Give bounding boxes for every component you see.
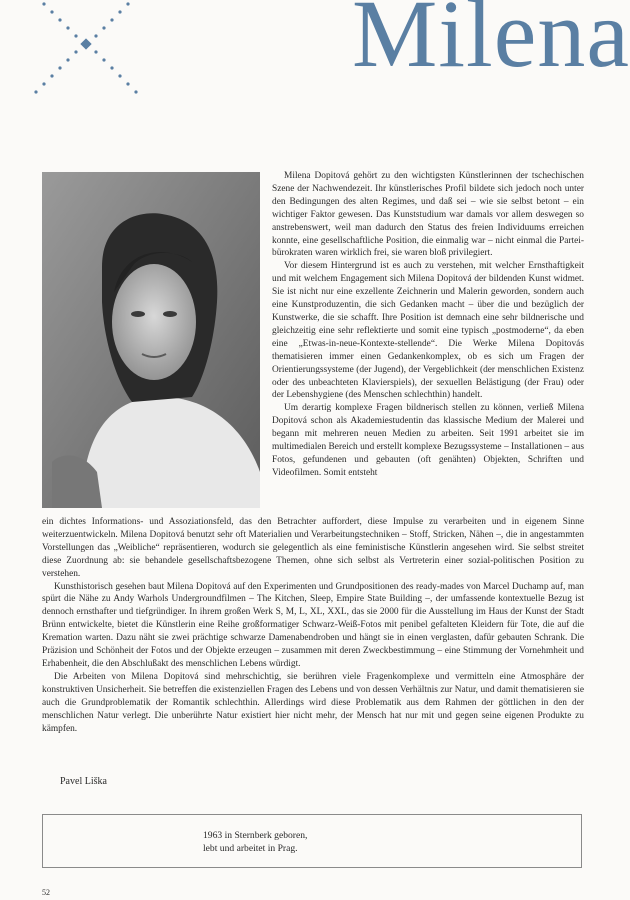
article-column-full xyxy=(42,516,584,735)
bio-line-birth: 1963 in Sternberk geboren, xyxy=(203,830,308,841)
bio-text xyxy=(203,829,307,855)
portrait-image xyxy=(42,172,260,508)
paragraph-continued: ein dichtes Informations- und Assoziationsfeld, das den Betrachter auffordert, diese Impulse zu verarbeiten und in eigenem Sinne weiterzuentwickeln. Milena Dopitová benutzt sehr oft Materialien und Verarbeitungstechniken – Stoff, Stricken, Nähen –, die in angestammten Vorstellungen das „Weibliche“ repräsentieren, wodurch sie gelegentlich als eine feministische Künstlerin angesehen wird. Sie selbst streitet diese Zuordnung ab: sie behandele gesellschaftsbezogene Themen, ohne sich selbst als Vertreterin einer sozial-politischen Position zu verstehen. xyxy=(42,517,584,579)
decorative-cross-ornament xyxy=(36,0,146,100)
page-number: 52 xyxy=(42,888,50,897)
paragraph: Um derartig komplexe Fragen bildnerisch stellen zu können, verließ Milena Dopitová schon als Akademiestudentin das klassische Medium der Malerei und begann mit mehreren neuen Medien zu arbeiten. Seit 1991 arbeitet sie im multimedialen Bereich und erstellt komplexe Bezugssysteme – Installationen – aus Fotos, gefundenen und gebauten (oft genähten) Objekten, Schriften und Videofilmen. Somit entsteht xyxy=(272,403,584,478)
portrait-photo xyxy=(42,172,260,508)
author-name: Pavel Liška xyxy=(60,776,107,787)
paragraph: Milena Dopitová gehört zu den wichtigsten Künstlerinnen der tschechischen Szene der Nachwendezeit. Ihr künstlerisches Profil bildete sich jedoch noch unter den Bedingungen des alten Regimes, und daß sei – wie sie selbst betont – ein wichtiger Faktor gewesen. Das Kunststudium war damals vor allem deswegen so anstrebenswert, weil man dadurch den Status des freien Individuums erreichen konnte, eine gesellschaftliche Position, die einmalig war – nicht einmal die Partei-bürokraten waren wirklich frei, sie waren bloß privilegiert. xyxy=(272,171,584,259)
paragraph: Kunsthistorisch gesehen baut Milena Dopitová auf den Experimenten und Grundpositionen des ready-mades von Marcel Duchamp auf, man spürt die Nähe zu Andy Warhols Undergroundfilmen – The Kitchen, Sleep, Empire State Building –, der umfassende kontextuelle Bezug ist dennoch ernsthafter und tiefgründiger. In ihrem großen Werk S, M, L, XL, XXL, das sie 2000 für die Ausstellung im Haus der Kunst der Stadt Brünn entwickelte, bietet die Künstlerin eine Reihe großformatiger Schwarz-Weiß-Fotos mit penibel gefalteten Kleidern für Tote, die auf die Kremation warten. Dazu näht sie zwei prächtige schwarze Damenabendroben und hängt sie in einen verglasten, dafür gebauten Schrank. Die Präzision und Schönheit der Fotos und der Objekte erzeugen – zusammen mit deren Zweckbestimmung – eine Stimmung der Vornehmheit und Erhabenheit, die den Abschlußakt des menschlichen Lebens würdigt. xyxy=(42,581,584,669)
page-title: Milena xyxy=(352,0,630,87)
article-column-right xyxy=(272,170,584,480)
paragraph: Die Arbeiten von Milena Dopitová sind mehrschichtig, sie berühren viele Fragenkomplexe und vermitteln eine Atmosphäre der konstruktiven Unsicherheit. Sie betreffen die existenziellen Fragen des Lebens und von dessen Verhältnis zur Natur, und damit thematisieren sie auch die Grundproblematik der Romantik schlechthin. Allerdings wird diese Problematik aus dem Rahmen der göttlichen in den der menschlichen Natur verlegt. Die unberührte Natur existiert hier nicht mehr, der Mensch hat nur mit und gegen seine eigenen Produkte zu kämpfen. xyxy=(42,671,584,734)
paragraph: Vor diesem Hintergrund ist es auch zu verstehen, mit welcher Ernsthaftigkeit und mit welchem Engagement sich Milena Dopitová der bildenden Kunst widmet. Sie ist nicht nur eine exzellente Zeichnerin und Malerin geworden, sondern auch eine Kunstproduzentin, die sich Gedanken macht – über die und bezüglich der Kunstwerke, die sie schafft. Ihre Position ist demnach eine sehr bildnerische und gleichzeitig eine sehr reflektierte und somit eine typisch „postmoderne“, da eben eine „Etwas-in-neue-Kontexte-stellende“. Die Werke Milena Dopitovás thematisieren immer einen Gedankenkomplex, ob es sich um Fragen der Orientierungssysteme (der Jugend), der Vergeblichkeit (der menschlichen Existenz oder des unbeachteten Klavierspiels), der sexuellen Belästigung (der Frau) oder der Lebenshygiene (des Menschen schlechthin) handelt. xyxy=(272,261,584,401)
bio-box xyxy=(42,814,582,868)
bio-line-residence: lebt und arbeitet in Prag. xyxy=(203,843,298,854)
